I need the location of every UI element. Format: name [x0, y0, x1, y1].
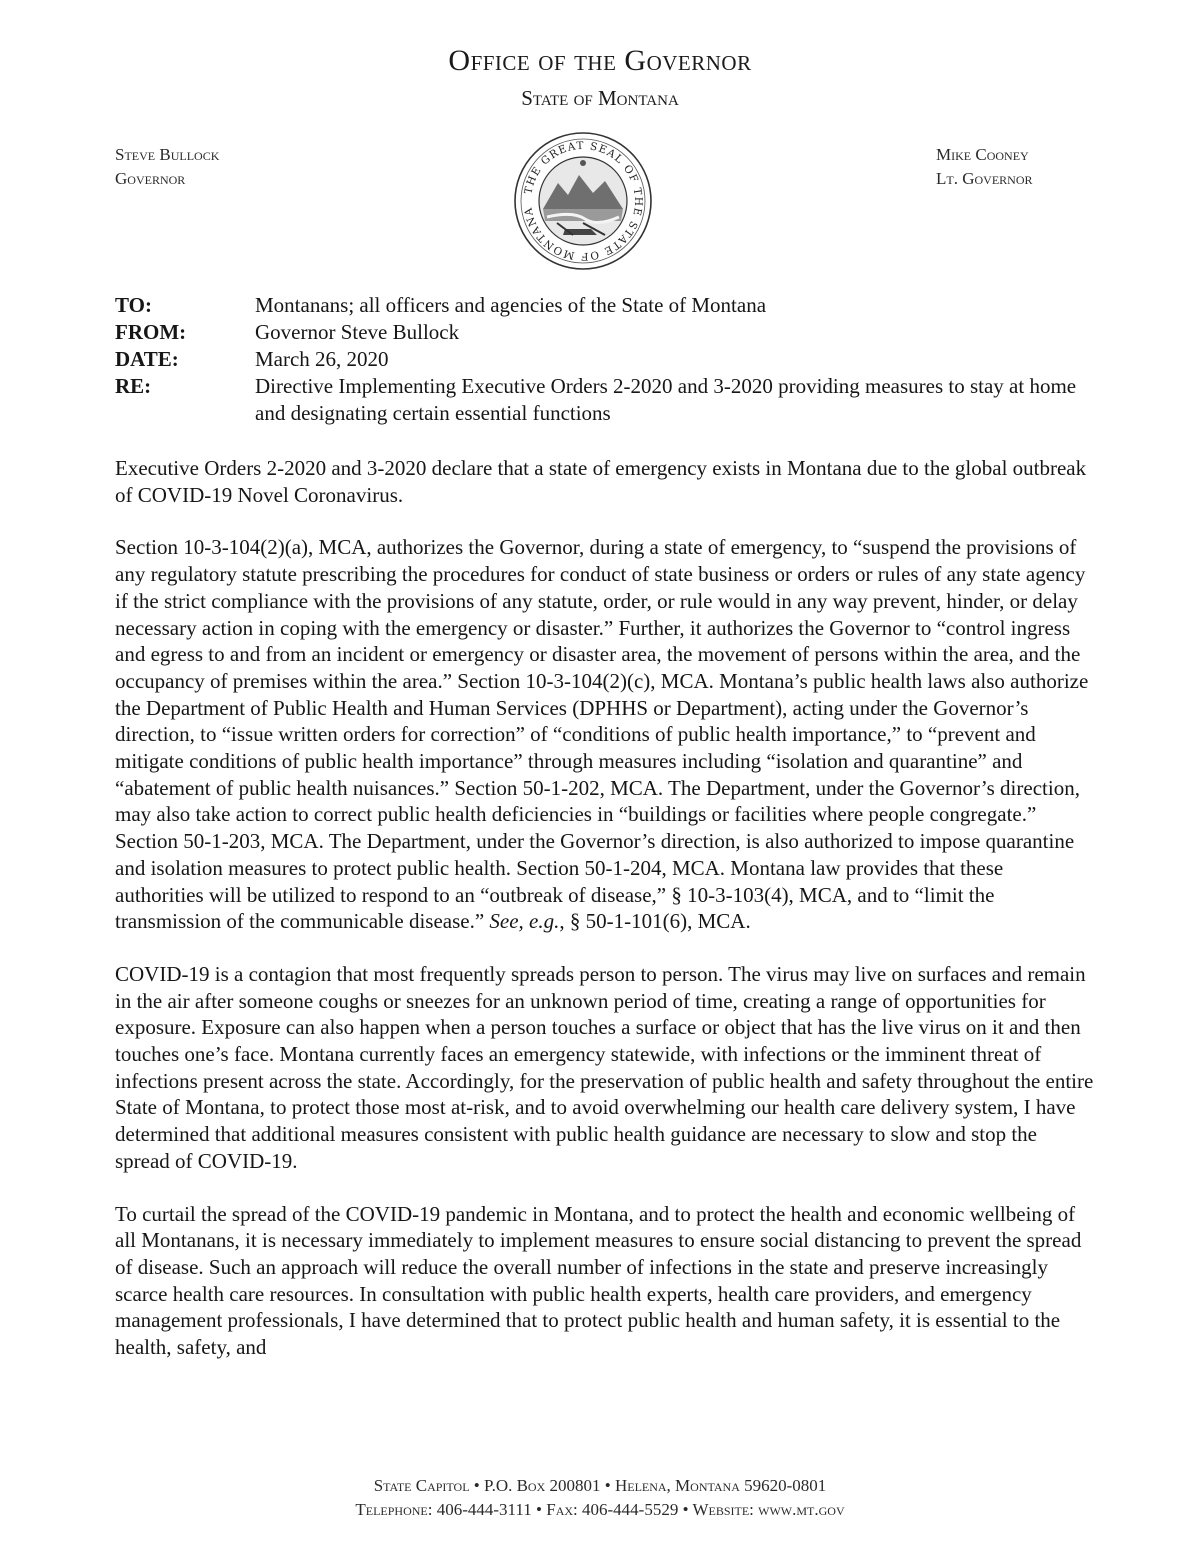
lt-governor-block	[936, 143, 1033, 191]
footer-contact: Telephone: 406-444-3111 • Fax: 406-444-5529 • Website: www.mt.gov	[355, 1500, 845, 1519]
letterhead-footer	[0, 1474, 1200, 1522]
body-paragraph-2-tail: , § 50-1-101(6), MCA.	[559, 909, 751, 934]
governor-name: Steve Bullock	[115, 145, 220, 164]
footer-address: State Capitol • P.O. Box 200801 • Helena, Montana 59620-0801	[373, 1476, 827, 1495]
memo-re-row	[115, 373, 1085, 427]
memo-header	[115, 292, 1085, 427]
lt-governor-title: Lt. Governor	[936, 169, 1033, 188]
body-paragraph-2-see: See, e.g.	[489, 909, 560, 934]
memo-re-value: Directive Implementing Executive Orders 2-2020 and 3-2020 providing measures to stay at home and designating certain essential functions	[255, 374, 1077, 425]
seal-text: THE GREAT SEAL OF THE STATE OF MONTANA	[522, 139, 645, 263]
memo-to-value: Montanans; all officers and agencies of the State of Montana	[255, 293, 767, 317]
body-paragraph-4: To curtail the spread of the COVID-19 pandemic in Montana, and to protect the health and economic wellbeing of all Montanans, it is necessary immediately to implement measures to ensure social distancing to prevent the spread of disease. Such an approach will reduce the overall number of infections in the state and preserve increasingly scarce health care resources. In consultation with public health experts, health care providers, and emergency management professionals, I have determined that to protect public health and human safety, it is essential to the health, safety, and	[115, 1201, 1082, 1360]
body-paragraph-1: Executive Orders 2-2020 and 3-2020 declare that a state of emergency exists in Montana due to the global outbreak of COVID-19 Novel Coronavirus.	[115, 456, 1087, 507]
memo-date-value: March 26, 2020	[255, 347, 389, 371]
body-paragraph-2	[115, 534, 1095, 935]
state-seal-logo	[513, 131, 653, 271]
memo-to-label: TO:	[115, 293, 152, 317]
state-subtitle: State of Montana	[521, 86, 679, 110]
memo-date-label: DATE:	[115, 347, 179, 371]
governor-block	[115, 143, 219, 191]
memo-from-label: FROM:	[115, 320, 187, 344]
memo-re-label: RE:	[115, 374, 152, 398]
memo-to-row	[115, 292, 1085, 319]
body-paragraph-2-main: Section 10-3-104(2)(a), MCA, authorizes the Governor, during a state of emergency, to “suspend the provisions of any regulatory statute prescribing the procedures for conduct of state business or orders or rules of any state agency if the strict compliance with the provisions of any statute, order, or rule would in any way prevent, hinder, or delay necessary action in coping with the emergency or disaster.” Further, it authorizes the Governor to “control ingress and egress to and from an incident or emergency or disaster area, the movement of persons within the area, and the occupancy of premises within the area.” Section 10-3-104(2)(c), MCA. Montana’s public health laws also authorize the Department of Public Health and Human Services (DPHHS or Department), acting under the Governor’s direction, to “issue written orders for correction” of “conditions of public health importance,” to “prevent and mitigate conditions of public health importance” through measures including “isolation and quarantine” and “abatement of public health nuisances.” Section 50-1-202, MCA. The Department, under the Governor’s direction, may also take action to correct public health deficiencies in “buildings or facilities where people congregate.” Section 50-1-203, MCA. The Department, under the Governor’s direction, is also authorized to impose quarantine and isolation measures to protect public health. Section 50-1-204, MCA. Montana law provides that these authorities will be utilized to respond to an “outbreak of disease,” § 10-3-103(4), MCA, and to “limit the transmission of the communicable disease.”	[115, 535, 1089, 934]
memo-from-value: Governor Steve Bullock	[255, 320, 460, 344]
memo-date-row	[115, 346, 1085, 373]
memo-body	[115, 455, 1095, 1387]
lt-governor-name: Mike Cooney	[936, 145, 1029, 164]
office-title: Office of the Governor	[448, 44, 752, 77]
memo-from-row	[115, 319, 1085, 346]
body-paragraph-3: COVID-19 is a contagion that most frequently spreads person to person. The virus may live on surfaces and remain in the air after someone coughs or sneezes for an unknown period of time, creating a range of opportunities for exposure. Exposure can also happen when a person touches a surface or object that has the live virus on it and then touches one’s face. Montana currently faces an emergency statewide, with infections or the imminent threat of infections present across the state. Accordingly, for the preservation of public health and safety throughout the entire State of Montana, to protect those most at-risk, and to avoid overwhelming our health care delivery system, I have determined that additional measures consistent with public health guidance are necessary to slow and stop the spread of COVID-19.	[115, 961, 1094, 1173]
governor-title: Governor	[115, 169, 186, 188]
